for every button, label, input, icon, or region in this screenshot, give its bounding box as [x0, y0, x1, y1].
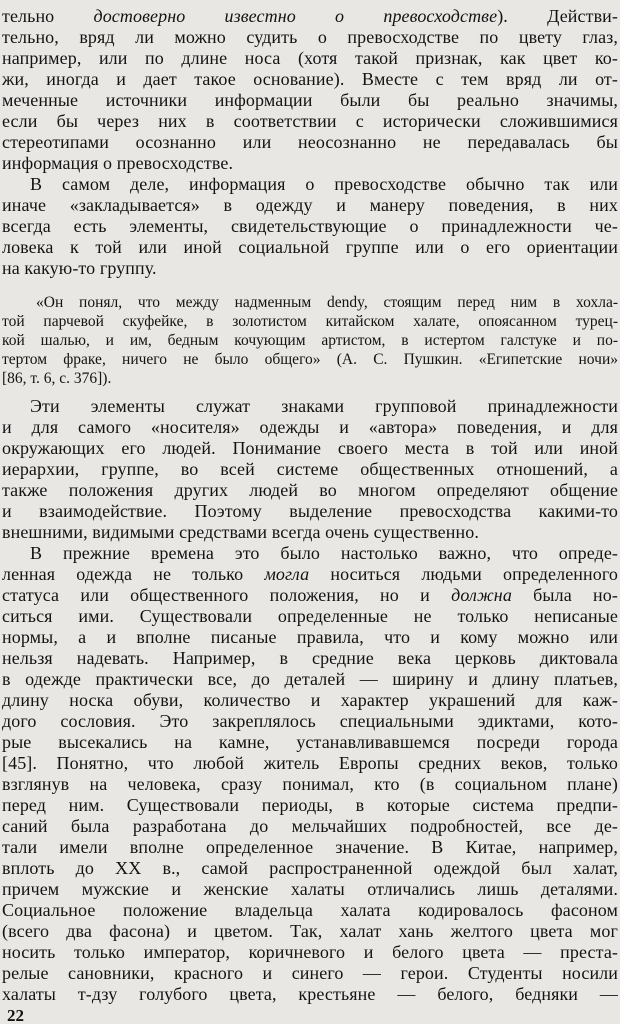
text-segment: носить только император, коричневого и белого цвета — преста- [2, 942, 618, 962]
italic-text: должна [451, 585, 512, 605]
text-segment: меченные источники информации были бы реально значимы, [2, 90, 618, 110]
text-line [2, 879, 618, 900]
block-quote [2, 293, 618, 388]
text-line [2, 501, 618, 522]
italic-text: могла [264, 564, 310, 584]
text-line [2, 69, 618, 90]
paragraph [2, 174, 618, 279]
text-segment: на какую-то группу. [2, 258, 157, 278]
text-line [2, 153, 618, 174]
text-segment: длину носка обуви, количество и характер украшений для каж- [2, 690, 618, 710]
text-line [2, 711, 618, 732]
text-segment: нельзя надевать. Например, в средние века церковь диктовала [2, 648, 618, 668]
text-segment: дого сословия. Это закреплялось специальными эдиктами, кото- [2, 711, 618, 731]
text-segment: [86, т. 6, с. 376]). [2, 370, 112, 387]
text-segment: Социальное положение владельца халата кодировалось фасоном [2, 900, 618, 920]
text-segment: халаты т-дзу голубого цвета, крестьяне — белого, бедняки — [2, 984, 618, 1004]
text-segment: тельно [2, 6, 94, 26]
text-segment: стереотипами осознанно или неосознанно не передавалась бы [2, 132, 618, 152]
page-body [2, 6, 618, 1005]
text-segment: ситься ими. Существовали определенные не только неписаные [2, 606, 618, 626]
text-segment: В самом деле, информация о превосходстве обычно так или [30, 174, 618, 194]
text-line [2, 111, 618, 132]
text-segment: информация о превосходстве. [2, 153, 234, 173]
text-segment: ловека к той или иной социальной группе или о его ориентации [2, 237, 618, 257]
text-segment: жи, иногда и дает такое основание). Вместе с тем вряд ли от- [2, 69, 618, 89]
text-segment: статуса или общественного положения, но и [2, 585, 452, 605]
text-line [2, 258, 618, 279]
text-line [2, 564, 618, 585]
text-segment: тали имели вполне определенное значение. В Китае, например, [2, 837, 618, 857]
text-line [2, 858, 618, 879]
text-segment: в одежде практически все, до деталей — ширину и длину платьев, [2, 669, 618, 689]
text-line [2, 837, 618, 858]
text-segment: «Он понял, что между надменным dendy, стоящим перед ним в хохла- [36, 294, 618, 311]
text-segment: иерархии, группе, во всей системе общественных отношений, а [2, 459, 618, 479]
text-line [2, 942, 618, 963]
text-segment: релые сановники, красного и синего — герои. Студенты носили [2, 963, 618, 983]
text-segment: перед ним. Существовали периоды, в которые система предпи- [2, 795, 618, 815]
text-line [2, 690, 618, 711]
italic-text: достоверно известно о превосходстве [93, 6, 498, 26]
text-segment: ленная одежда не только [2, 564, 265, 584]
text-line [2, 753, 618, 774]
text-line [2, 921, 618, 942]
text-line [2, 216, 618, 237]
text-segment: была но- [511, 585, 618, 605]
text-segment: взглянув на человека, сразу понимал, кто (в социальном плане) [2, 774, 618, 794]
text-segment: носиться людьми определенного [309, 564, 618, 584]
text-line [2, 312, 618, 331]
text-line [2, 774, 618, 795]
paragraph [2, 6, 618, 174]
text-line [2, 331, 618, 350]
text-line [2, 606, 618, 627]
text-line [2, 396, 618, 417]
text-line [2, 816, 618, 837]
text-line [2, 585, 618, 606]
text-segment: саний была разработана до мельчайших подробностей, все де- [2, 816, 618, 836]
text-line [2, 480, 618, 501]
text-line [2, 627, 618, 648]
text-line [2, 543, 618, 564]
text-segment: рые высекались на камне, устанавливавшемся посреди города [2, 732, 618, 752]
text-segment: тертом фраке, ничего не было общего» (А. С. Пушкин. «Египетские ночи» [2, 351, 618, 368]
paragraph [2, 396, 618, 543]
text-segment: тельно, вряд ли можно судить о превосходстве по цвету глаз, [2, 27, 618, 47]
text-segment: причем мужские и женские халаты отличались лишь деталями. [2, 879, 618, 899]
text-segment: и взаимодействие. Поэтому выделение превосходства какими-то [2, 501, 618, 521]
text-segment: если бы через них в соответствии с исторически сложившимися [2, 111, 618, 131]
text-segment: ). Действи- [497, 6, 618, 26]
text-line [2, 438, 618, 459]
paragraph [2, 543, 618, 1005]
text-segment: внешними, видимыми средствами всегда очень существенно. [2, 522, 479, 542]
text-segment: той парчевой скуфейке, в золотистом китайском халате, опоясанном турец- [2, 313, 618, 330]
text-line [2, 174, 618, 195]
page-number: 22 [7, 1006, 24, 1024]
text-segment: кой шалью, и им, бедным кочующим артистом, в истертом галстуке и по- [2, 332, 618, 349]
text-segment: окружающих его людей. Понимание своего места в той или иной [2, 438, 618, 458]
text-line [2, 132, 618, 153]
text-segment: также положения других людей во многом определяют общение [2, 480, 618, 500]
text-segment: (всего два фасона) и цветом. Так, халат хань желтого цвета мог [2, 921, 618, 941]
text-segment: Эти элементы служат знаками групповой принадлежности [30, 396, 618, 416]
text-line [2, 417, 618, 438]
text-line [2, 350, 618, 369]
text-line [2, 669, 618, 690]
text-line [2, 6, 618, 27]
text-line [2, 900, 618, 921]
text-segment: иначе «закладывается» в одежду и манеру поведения, в них [2, 195, 618, 215]
text-line [2, 522, 618, 543]
text-segment: например, или по длине носа (хотя такой признак, как цвет ко- [2, 48, 618, 68]
text-line [2, 795, 618, 816]
text-segment: и для самого «носителя» одежды и «автора» поведения, и для [2, 417, 618, 437]
text-segment: нормы, а и вполне писаные правила, что и кому можно или [2, 627, 618, 647]
text-line [2, 48, 618, 69]
text-line [2, 27, 618, 48]
text-line [2, 369, 618, 388]
text-segment: В прежние времена это было настолько важно, что опреде- [30, 543, 618, 563]
text-line [2, 237, 618, 258]
text-line [2, 459, 618, 480]
text-line [2, 984, 618, 1005]
text-segment: [45]. Понятно, что любой житель Европы средних веков, только [2, 753, 618, 773]
text-line [2, 648, 618, 669]
text-segment: вплоть до XX в., самой распространенной одеждой был халат, [2, 858, 618, 878]
text-segment: всегда есть элементы, свидетельствующие о принадлежности че- [2, 216, 618, 236]
text-line [2, 732, 618, 753]
text-line [2, 293, 618, 312]
text-line [2, 195, 618, 216]
text-line [2, 90, 618, 111]
text-line [2, 963, 618, 984]
